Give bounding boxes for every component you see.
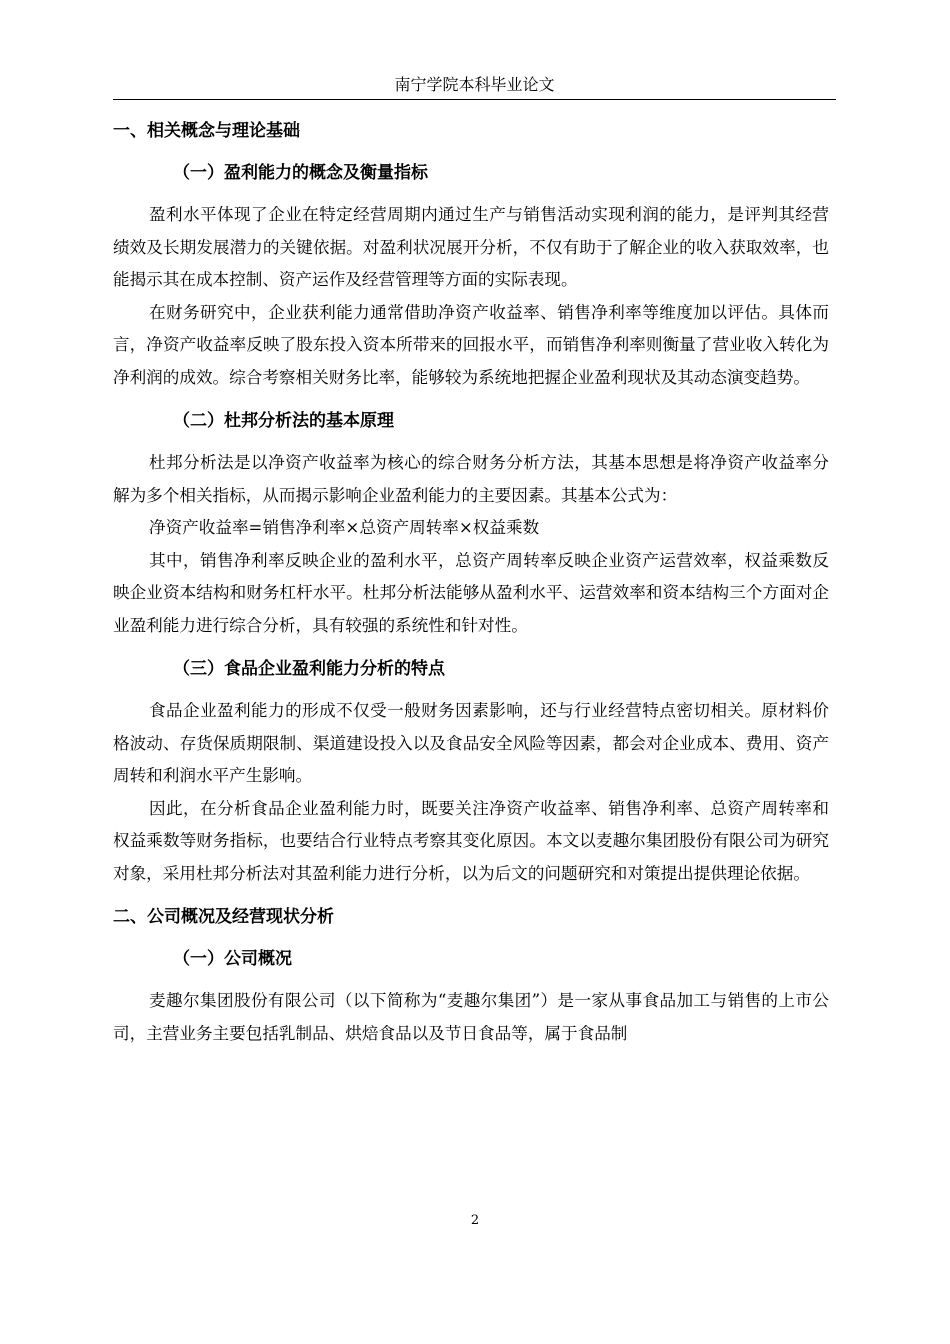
spacer [113,890,829,901]
page-content [113,115,829,1050]
paragraph: 食品企业盈利能力的形成不仅受一般财务因素影响，还与行业经营特点密切相关。原材料价格波动、存货保质期限制、渠道建设投入以及食品安全风险等因素，都会对企业成本、费用、资产周转和利润水平产生影响。 [113,701,829,785]
subsection-heading-1-3: （三）食品企业盈利能力分析的特点 [173,659,445,679]
formula-line: 净资产收益率=销售净利率×总资产周转率×权益乘数 [149,518,540,537]
header-rule [113,99,836,100]
paragraph: 在财务研究中，企业获利能力通常借助净资产收益率、销售净利率等维度加以评估。具体而言，净资产收益率反映了股东投入资本所带来的回报水平，而销售净利率则衡量了营业收入转化为净利润的成效。综合考察相关财务比率，能够较为系统地把握企业盈利现状及其动态演变趋势。 [113,302,829,387]
page-number: 2 [470,1213,480,1228]
section-heading-2: 二、公司概况及经营现状分析 [113,907,334,927]
subsection-heading-1-1: （一）盈利能力的概念及衡量指标 [173,163,428,183]
paragraph: 其中，销售净利率反映企业的盈利水平，总资产周转率反映企业资产运营效率，权益乘数反映企业资本结构和财务杠杆水平。杜邦分析法能够从盈利水平、运营效率和资本结构三个方面对企业盈利能力进行综合分析，具有较强的系统性和针对性。 [113,550,829,635]
spacer [113,642,829,653]
paragraph: 麦趣尔集团股份有限公司（以下简称为“麦趣尔集团”）是一家从事食品加工与销售的上市公司，主营业务主要包括乳制品、烘焙食品以及节日食品等，属于食品制 [113,991,829,1043]
paragraph: 盈利水平体现了企业在特定经营周期内通过生产与销售活动实现利润的能力，是评判其经营绩效及长期发展潜力的关键依据。对盈利状况展开分析，不仅有助于了解企业的收入获取效率，也能揭示其在成本控制、资产运作及经营管理等方面的实际表现。 [113,205,829,289]
subsection-heading-2-1: （一）公司概况 [173,949,292,969]
spacer [113,394,829,405]
section-heading-1: 一、相关概念与理论基础 [113,121,300,141]
paragraph: 杜邦分析法是以净资产收益率为核心的综合财务分析方法，其基本思想是将净资产收益率分解为多个相关指标，从而揭示影响企业盈利能力的主要因素。其基本公式为： [113,453,829,505]
paragraph: 因此，在分析食品企业盈利能力时，既要关注净资产收益率、销售净利率、总资产周转率和权益乘数等财务指标，也要结合行业特点考察其变化原因。本文以麦趣尔集团股份有限公司为研究对象，采用杜邦分析法对其盈利能力进行分析，以为后文的问题研究和对策提出提供理论依据。 [113,798,829,883]
subsection-heading-1-2: （二）杜邦分析法的基本原理 [173,411,394,431]
page-header-title: 南宁学院本科毕业论文 [394,75,555,94]
